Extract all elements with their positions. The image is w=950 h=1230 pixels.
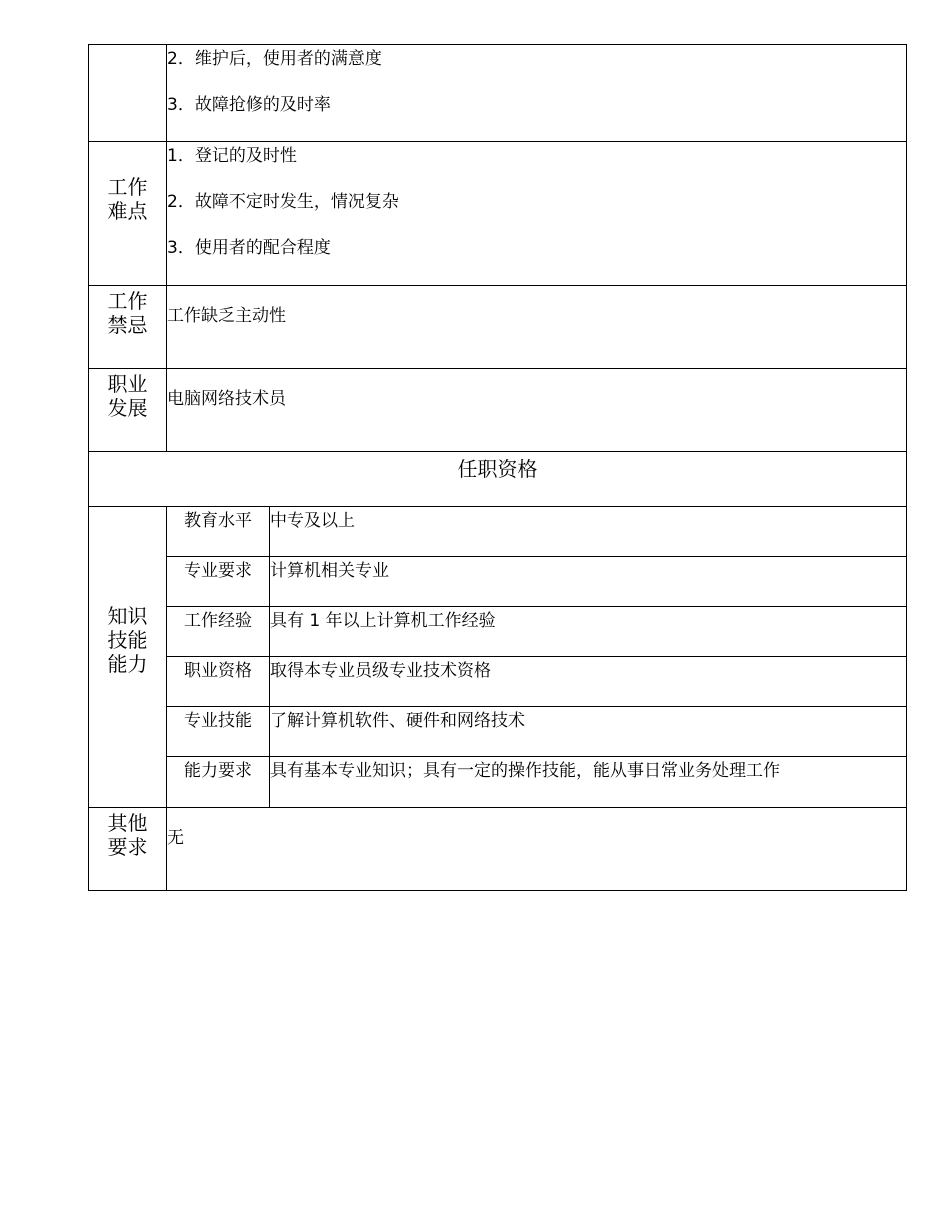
qualification-title: 任职资格 [457,457,538,481]
qualification-item-major [167,557,906,607]
career-text: 电脑网络技术员 [167,389,286,409]
measures-row [89,45,906,142]
difficulty-line-3: 3．使用者的配合程度 [167,238,331,258]
measures-label [89,45,167,141]
qualification-value: 取得本专业员级专业技术资格 [270,661,491,681]
qualification-value: 具有基本专业知识；具有一定的操作技能，能从事日常业务处理工作 [270,761,780,781]
difficulty-row [89,142,906,286]
qualification-key: 教育水平 [167,507,270,556]
other-row [89,808,906,890]
career-content [167,369,906,451]
career-label: 职业 发展 [89,369,167,451]
career-row [89,369,906,452]
difficulty-line-1: 1．登记的及时性 [167,146,297,166]
qualification-key: 能力要求 [167,757,270,807]
difficulty-label: 工作 难点 [89,142,167,285]
qualification-item-education [167,507,906,557]
taboo-row [89,286,906,369]
other-text: 无 [167,828,184,848]
qualification-title-row [89,452,906,507]
qualification-key: 专业要求 [167,557,270,606]
taboo-text: 工作缺乏主动性 [167,306,286,326]
qualification-key: 工作经验 [167,607,270,656]
measures-line-2: 2．维护后，使用者的满意度 [167,49,382,69]
taboo-label: 工作 禁忌 [89,286,167,368]
measures-content [167,45,906,141]
qualification-label: 知识 技能 能力 [89,507,167,807]
job-description-table [88,44,907,891]
qualification-value: 具有 1 年以上计算机工作经验 [270,611,496,631]
qualification-value: 中专及以上 [270,511,355,531]
qualification-value: 了解计算机软件、硬件和网络技术 [270,711,525,731]
qualification-item-certificate [167,657,906,707]
taboo-content [167,286,906,368]
other-label: 其他 要求 [89,808,167,890]
difficulty-content [167,142,906,285]
qualification-item-ability [167,757,906,807]
qualification-row [89,507,906,808]
measures-line-3: 3．故障抢修的及时率 [167,95,331,115]
qualification-item-skills [167,707,906,757]
qualification-item-experience [167,607,906,657]
difficulty-line-2: 2．故障不定时发生，情况复杂 [167,192,399,212]
qualification-key: 职业资格 [167,657,270,706]
qualification-value: 计算机相关专业 [270,561,389,581]
qualification-key: 专业技能 [167,707,270,756]
other-content [167,808,906,890]
